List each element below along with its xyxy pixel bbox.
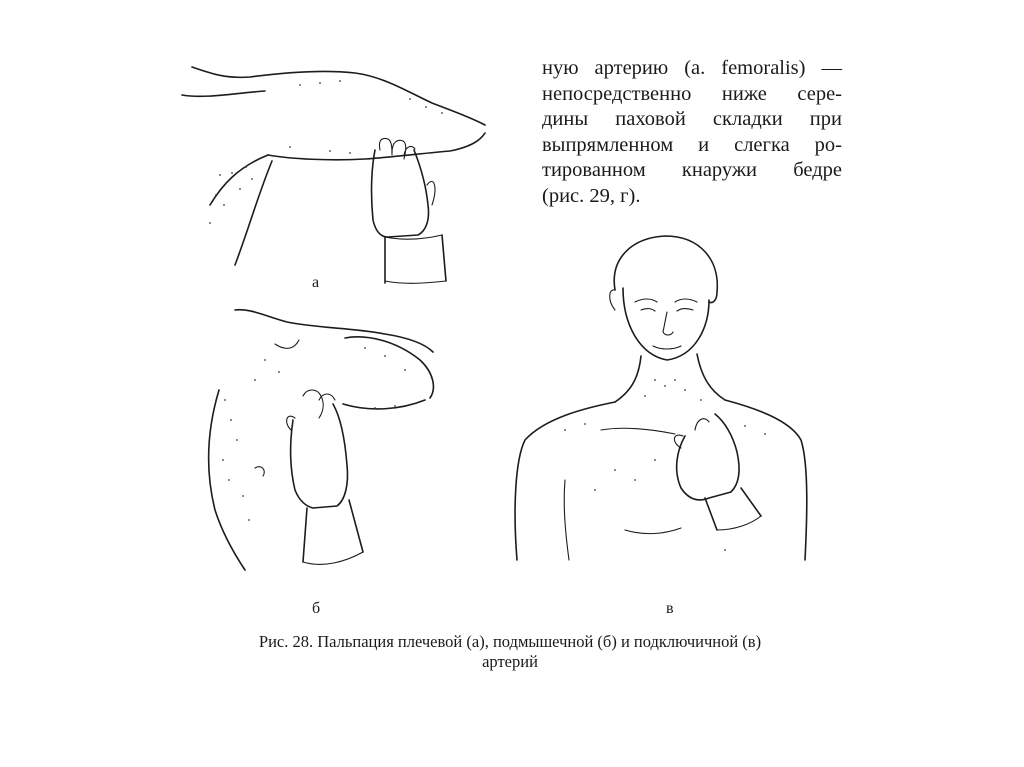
caption-line: артерий <box>482 652 538 671</box>
text-line: дины паховой складки при <box>542 108 842 130</box>
figure-v-label: в <box>666 600 674 617</box>
figure-a-label: а <box>312 274 320 291</box>
text-line: непосредственно ниже сере- <box>542 82 842 105</box>
figure-a-drawing <box>180 55 500 295</box>
text-line: ную артерию (a. femoralis) — <box>542 57 842 79</box>
text-line: тированном кнаружи бедре <box>542 159 842 181</box>
paragraph-text <box>542 56 842 209</box>
figure-b-label: б <box>312 600 321 617</box>
figure-caption <box>150 632 870 672</box>
text-line: выпрямленном и слегка ро- <box>542 133 842 156</box>
figure-b-drawing <box>195 300 455 590</box>
caption-line: Рис. 28. Пальпация плечевой (а), подмышечной (б) и подключичной (в) <box>258 632 762 651</box>
figure-v-drawing <box>505 230 815 570</box>
text-line: (рис. 29, г). <box>542 184 641 207</box>
